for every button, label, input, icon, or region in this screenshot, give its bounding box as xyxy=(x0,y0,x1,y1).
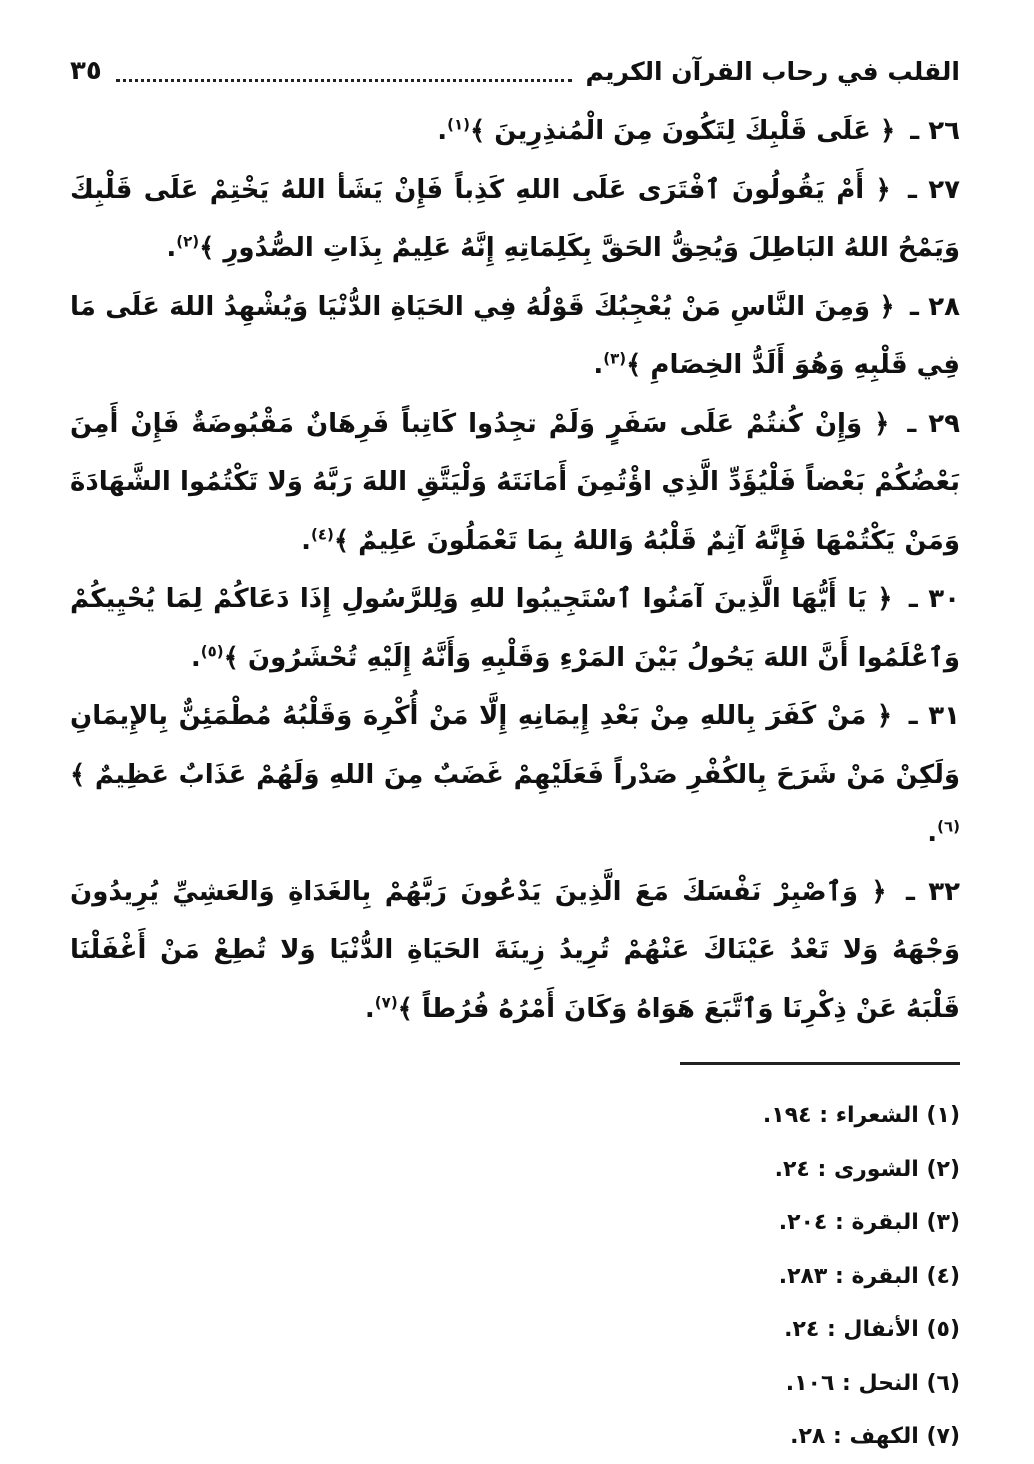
verse-text: ﴿ أَمْ يَقُولُونَ ٱفْتَرَى عَلَى اللهِ كَذِباً فَإِنْ يَشَأ اللهُ يَخْتِمْ عَلَى قَلْبِكَ وَيَمْحُ اللهُ البَاطِلَ وَيُحِقُّ الحَقَّ بِكَلِمَاتِهِ إِنَّهُ عَلِيمٌ بِذَاتِ الصُّدُورِ ﴾ xyxy=(70,174,960,263)
footnote-divider xyxy=(680,1062,960,1065)
verse-26 xyxy=(70,102,960,161)
verse-end: . xyxy=(437,116,448,146)
verse-29 xyxy=(70,395,960,571)
verses-body xyxy=(70,102,960,1038)
footnote-ref: (٣) xyxy=(603,349,627,368)
page-header xyxy=(70,40,960,102)
verse-27 xyxy=(70,161,960,278)
footnote-item: (٦) النحل : ١٠٦. xyxy=(785,1370,960,1396)
verse-number: ٢٨ ـ xyxy=(910,291,960,322)
verse-text: ﴿ وَإِنْ كُنتُمْ عَلَى سَفَرٍ وَلَمْ تجِدُوا كَاتِباً فَرِهَانٌ مَقْبُوضَةٌ فَإِنْ أَمِنَ بَعْضُكُمْ بَعْضاً فَلْيُؤَدِّ الَّذِي اؤْتُمِنَ أَمَانَتَهُ وَلْيَتَّقِ اللهَ رَبَّهُ وَلا تَكْتُمُوا الشَّهَادَةَ وَمَنْ يَكْتُمْهَا فَإِنَّهُ آثِمٌ قَلْبُهُ وَاللهُ بِمَا تَعْمَلُونَ عَلِيمٌ ﴾ xyxy=(70,408,960,556)
verse-end: . xyxy=(593,350,604,380)
page-number: ٣٥ xyxy=(70,56,102,86)
footnote-ref: (٢) xyxy=(176,232,200,251)
footnote-item: (٣) البقرة : ٢٠٤. xyxy=(778,1210,960,1235)
verse-28 xyxy=(70,278,960,395)
verse-text: ﴿ وَٱصْبِرْ نَفْسَكَ مَعَ الَّذِينَ يَدْعُونَ رَبَّهُمْ بِالغَدَاةِ وَالعَشِيِّ يُرِيدُونَ وَجْهَهُ وَلا تَعْدُ عَيْنَاكَ عَنْهُمْ تُرِيدُ زِينَةَ الحَيَاةِ الدُّنْيَا وَلا تُطِعْ مَنْ أَغْفَلْنَا قَلْبَهُ عَنْ ذِكْرِنَا وَٱتَّبَعَ هَوَاهُ وَكَانَ أَمْرُهُ فُرُطاً ﴾ xyxy=(70,876,960,1024)
verse-end: . xyxy=(364,993,375,1024)
verse-number: ٢٩ ـ xyxy=(907,408,960,439)
running-title: القلب في رحاب القرآن الكريم xyxy=(585,56,960,86)
footnote-ref: (٤) xyxy=(310,524,334,543)
footnote-item: (٥) الأنفال : ٢٤. xyxy=(784,1317,960,1342)
verse-31 xyxy=(70,687,960,863)
verse-end: . xyxy=(190,642,201,673)
footnotes xyxy=(70,1089,960,1464)
verse-end: . xyxy=(166,233,177,263)
footnote-ref: (١) xyxy=(447,115,470,134)
verse-end: . xyxy=(927,818,938,848)
footnote-item: (٤) البقرة : ٢٨٣. xyxy=(778,1263,960,1289)
verse-number: ٣١ ـ xyxy=(908,701,960,731)
verse-number: ٣٠ ـ xyxy=(908,584,960,614)
verse-number: ٢٦ ـ xyxy=(910,116,960,146)
footnote-item: (٧) الكهف : ٢٨. xyxy=(790,1424,960,1449)
verse-text: ﴿ يَا أَيُّهَا الَّذِينَ آمَنُوا ٱسْتَجِيبُوا للهِ وَلِلرَّسُولِ إِذَا دَعَاكُمْ لِمَا يُحْيِيكُمْ وَٱعْلَمُوا أَنَّ اللهَ يَحُولُ بَيْنَ المَرْءِ وَقَلْبِهِ وَأَنَّهُ إِلَيْهِ تُحْشَرُونَ ﴾ xyxy=(70,584,960,673)
footnote-item: (١) الشعراء : ١٩٤. xyxy=(762,1103,960,1128)
footnote-ref: (٥) xyxy=(200,641,224,660)
verse-end: . xyxy=(301,525,311,556)
verse-number: ٣٢ ـ xyxy=(905,876,960,907)
verse-30 xyxy=(70,570,960,687)
verse-number: ٢٧ ـ xyxy=(908,174,960,205)
verse-text: ﴿ عَلَى قَلْبِكَ لِتَكُونَ مِنَ الْمُنذِرِينَ ﴾ xyxy=(469,116,896,146)
verse-text: ﴿ وَمِنَ النَّاسِ مَنْ يُعْجِبُكَ قَوْلُهُ فِي الحَيَاةِ الدُّنْيَا وَيُشْهِدُ اللهَ عَلَى مَا فِي قَلْبِهِ وَهُوَ أَلَدُّ الخِصَامِ ﴾ xyxy=(70,291,960,380)
footnote-ref: (٦) xyxy=(937,817,960,836)
footnote-item: (٢) الشورى : ٢٤. xyxy=(774,1156,960,1182)
verse-32 xyxy=(70,863,960,1039)
footnote-ref: (٧) xyxy=(374,992,398,1011)
leader-dots xyxy=(116,65,572,82)
book-page xyxy=(70,40,960,1449)
verse-text: ﴿ مَنْ كَفَرَ بِاللهِ مِنْ بَعْدِ إِيمَانِهِ إِلَّا مَنْ أُكْرِهَ وَقَلْبُهُ مُطْمَئِنٌّ بِالإِيمَانِ وَلَكِنْ مَنْ شَرَحَ بِالكُفْرِ صَدْراً فَعَلَيْهِمْ غَضَبٌ مِنَ اللهِ وَلَهُمْ عَذَابٌ عَظِيمٌ ﴾ xyxy=(70,701,960,790)
